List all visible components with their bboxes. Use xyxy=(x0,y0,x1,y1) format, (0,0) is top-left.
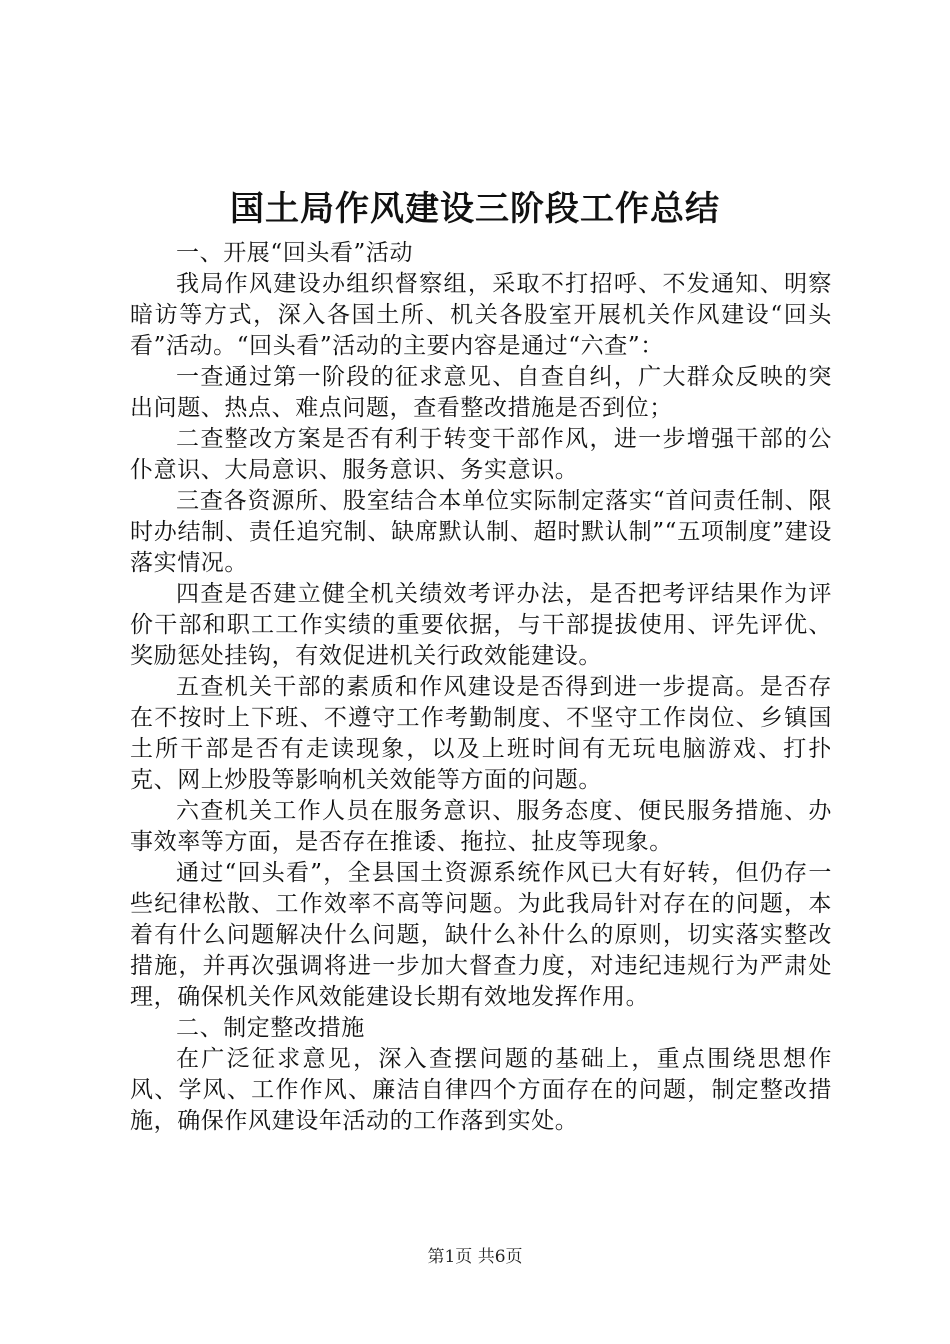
body-paragraph: 在广泛征求意见，深入查摆问题的基础上，重点围绕思想作风、学风、工作作风、廉洁自律四个方面存在的问题，制定整改措施，确保作风建设年活动的工作落到实处。 xyxy=(130,1046,832,1134)
body-paragraph: 五查机关干部的素质和作风建设是否得到进一步提高。是否存在不按时上下班、不遵守工作考勤制度、不坚守工作岗位、乡镇国土所干部是否有走读现象，以及上班时间有无玩电脑游戏、打扑克、网上炒股等影响机关效能等方面的问题。 xyxy=(130,674,832,793)
body-paragraph: 二查整改方案是否有利于转变干部作风，进一步增强干部的公仆意识、大局意识、服务意识、务实意识。 xyxy=(130,426,832,483)
section-heading: 二、制定整改措施 xyxy=(176,1015,365,1041)
body-paragraph: 四查是否建立健全机关绩效考评办法，是否把考评结果作为评价干部和职工工作实绩的重要依据，与干部提拔使用、评先评优、奖励惩处挂钩，有效促进机关行政效能建设。 xyxy=(130,581,832,669)
body-paragraph: 一查通过第一阶段的征求意见、自查自纠，广大群众反映的突出问题、热点、难点问题，查看整改措施是否到位； xyxy=(130,364,832,421)
section-heading: 一、开展“回头看”活动 xyxy=(176,240,414,266)
body-paragraph: 通过“回头看”，全县国土资源系统作风已大有好转，但仍存一些纪律松散、工作效率不高等问题。为此我局针对存在的问题，本着有什么问题解决什么问题，缺什么补什么的原则，切实落实整改措施，并再次强调将进一步加大督查力度，对违纪违规行为严肃处理，确保机关作风效能建设长期有效地发挥作用。 xyxy=(130,860,832,1010)
page-number-footer: 第1页 共6页 xyxy=(427,1247,523,1267)
document-body xyxy=(130,238,832,1137)
body-paragraph: 我局作风建设办组织督察组，采取不打招呼、不发通知、明察暗访等方式，深入各国土所、机关各股室开展机关作风建设“回头看”活动。“回头看”活动的主要内容是通过“六查”： xyxy=(130,271,832,359)
document-title: 国土局作风建设三阶段工作总结 xyxy=(230,189,720,229)
body-paragraph: 三查各资源所、股室结合本单位实际制定落实“首问责任制、限时办结制、责任追究制、缺席默认制、超时默认制”“五项制度”建设落实情况。 xyxy=(130,488,832,576)
body-paragraph: 六查机关工作人员在服务意识、服务态度、便民服务措施、办事效率等方面，是否存在推诿、拖拉、扯皮等现象。 xyxy=(130,798,832,855)
